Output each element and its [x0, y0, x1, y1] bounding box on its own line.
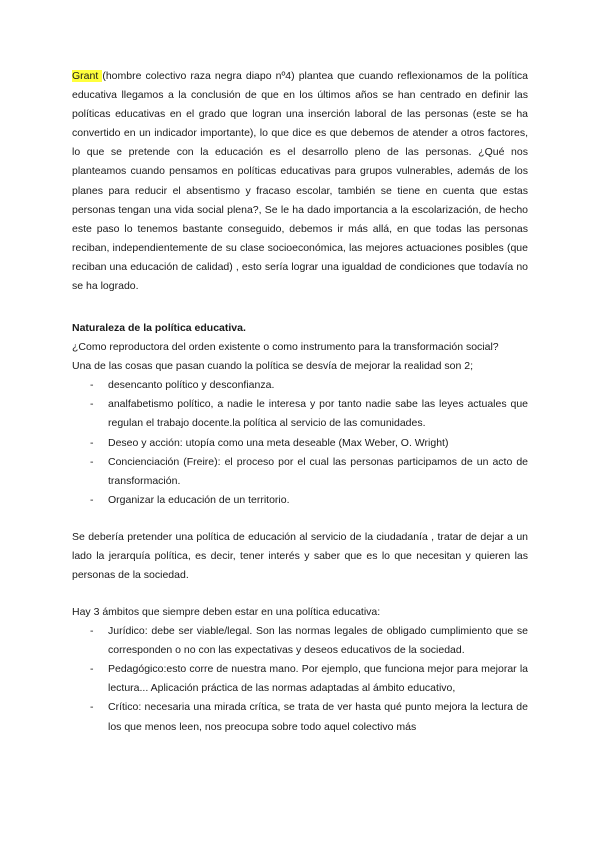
section-naturaleza: [72, 319, 528, 510]
section-question: ¿Como reproductora del orden existente o como instrumento para la transformación social?: [72, 341, 499, 354]
section-ambitos: [72, 603, 528, 737]
dash-bullet: -: [90, 493, 94, 506]
dash-bullet: -: [90, 663, 94, 676]
section-lead: Una de las cosas que pasan cuando la política se desvía de mejorar la realidad son 2;: [72, 360, 473, 373]
intro-paragraph: [72, 67, 528, 296]
list-item: - desencanto político y desconfianza.: [72, 376, 528, 395]
bullet-list: [72, 622, 528, 737]
dash-bullet: -: [90, 701, 94, 714]
list-item: - Deseo y acción: utopía como una meta deseable (Max Weber, O. Wright): [72, 434, 528, 453]
body-paragraph: Se debería pretender una política de educación al servicio de la ciudadanía , tratar de dejar a un lado la jerarquía política, es decir, tener interés y saber que es lo que necesitan y quieren las personas de la sociedad.: [72, 531, 528, 582]
highlighted-text: Grant: [72, 70, 103, 82]
dash-bullet: -: [90, 625, 94, 638]
list-item: - analfabetismo político, a nadie le interesa y por tanto nadie sabe las leyes actuales que regulan el trabajo docente.la política al servicio de las comunidades.: [72, 395, 528, 433]
paragraph-ciudadania: [72, 528, 528, 585]
list-item: - Crítico: necesaria una mirada crítica, se trata de ver hasta qué punto mejora la lectura de los que menos leen, nos preocupa sobre todo aquel colectivo más: [72, 698, 528, 736]
list-item: - Pedagógico:esto corre de nuestra mano. Por ejemplo, que funciona mejor para mejorar la lectura... Aplicación práctica de las normas adaptadas al ámbito educativo,: [72, 660, 528, 698]
section-heading: Naturaleza de la política educativa.: [72, 322, 246, 334]
bullet-list: [72, 376, 528, 510]
list-item: - Concienciación (Freire): el proceso por el cual las personas participamos de un acto de transformación.: [72, 453, 528, 491]
intro-text: (hombre colectivo raza negra diapo nº4) plantea que cuando reflexionamos de la política educativa llegamos a la conclusión de que en los últimos años se han centrado en definir las políticas educativas en el grado que logran una inserción laboral de las personas (este se ha convertido en un indicador importante), lo que dice es que debemos de atender a otros factores, lo que se pretende con la educación es el desarrollo pleno de las personas. ¿Qué nos planteamos cuando pensamos en políticas educativas para grupos vulnerables, además de los planes para reducir el absentismo y fracaso escolar, también se tiene en cuenta que estas personas tengan una vida social plena?, Se le ha dado importancia a la escolarización, de hecho este paso lo tenemos bastante conseguido, debemos ir más allá, en que todas las personas reciban, independientemente de su clase socioeconómica, las mejores actuaciones posibles (que reciban una educación de calidad) , esto sería lograr una igualdad de condiciones que todavía no se ha logrado.: [72, 70, 528, 293]
list-item: - Organizar la educación de un territorio.: [72, 491, 528, 510]
section-lead: Hay 3 ámbitos que siempre deben estar en una política educativa:: [72, 606, 381, 618]
dash-bullet: -: [90, 455, 94, 468]
list-item: - Jurídico: debe ser viable/legal. Son las normas legales de obligado cumplimiento que se corresponden o no con las expectativas y deseos educativos de la sociedad.: [72, 622, 528, 660]
dash-bullet: -: [90, 398, 94, 411]
dash-bullet: -: [90, 379, 94, 392]
dash-bullet: -: [90, 436, 94, 449]
